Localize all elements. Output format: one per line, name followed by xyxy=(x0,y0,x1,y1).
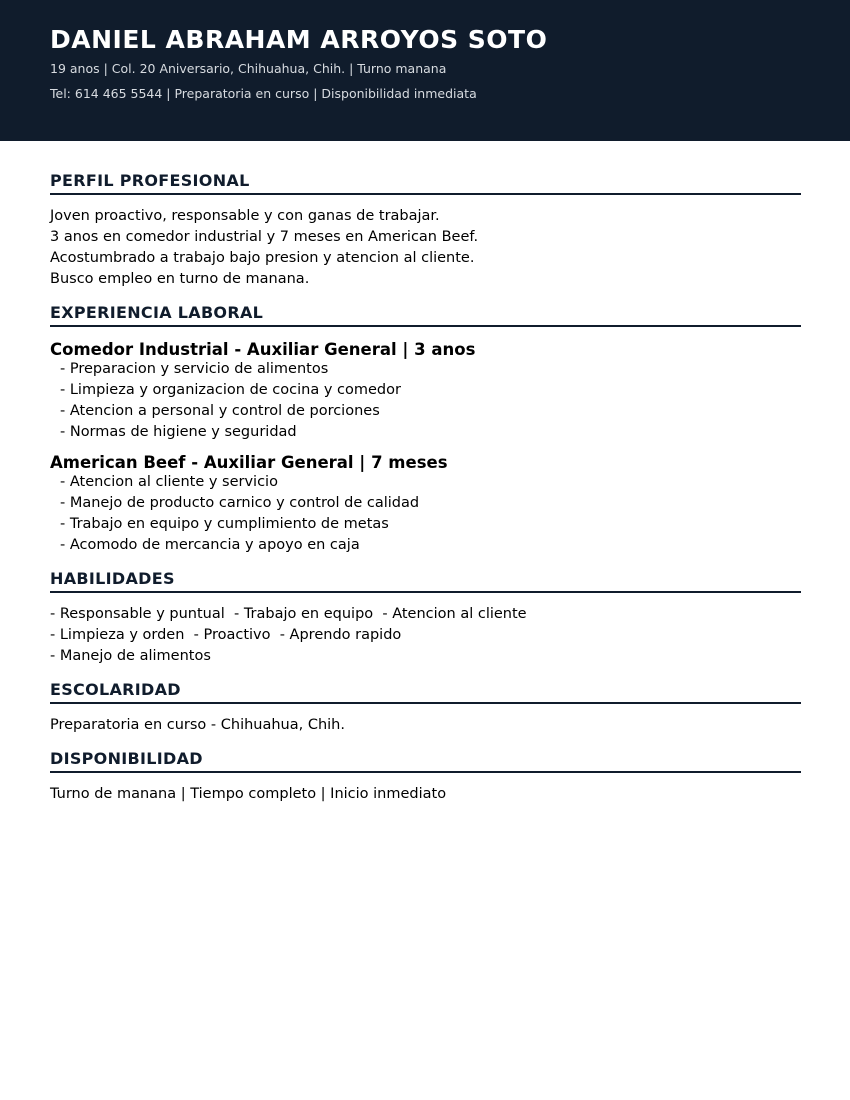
section-title-habilidades: HABILIDADES xyxy=(50,569,175,588)
list-item: - Normas de higiene y seguridad xyxy=(60,424,297,440)
perfil-text xyxy=(50,206,478,290)
candidate-name: DANIEL ABRAHAM ARROYOS SOTO xyxy=(50,25,548,54)
habilidades-line: - Limpieza y orden - Proactivo - Aprendo rapido xyxy=(50,627,402,643)
escolaridad-text: Preparatoria en curso - Chihuahua, Chih. xyxy=(50,717,345,733)
habilidades-line: - Manejo de alimentos xyxy=(50,648,211,664)
section-divider xyxy=(50,702,801,704)
list-item: - Atencion a personal y control de porciones xyxy=(60,403,380,419)
section-divider xyxy=(50,591,801,593)
header-info-line-1: 19 anos | Col. 20 Aniversario, Chihuahua, Chih. | Turno manana xyxy=(50,61,447,76)
section-divider xyxy=(50,325,801,327)
section-title-disponibilidad: DISPONIBILIDAD xyxy=(50,749,203,768)
job-title-comedor: Comedor Industrial - Auxiliar General | 3 anos xyxy=(50,340,476,359)
habilidades-line: - Responsable y puntual - Trabajo en equipo - Atencion al cliente xyxy=(50,606,527,622)
section-title-experiencia: EXPERIENCIA LABORAL xyxy=(50,303,264,322)
list-item: - Trabajo en equipo y cumplimiento de metas xyxy=(60,516,389,532)
list-item: - Manejo de producto carnico y control de calidad xyxy=(60,495,420,511)
list-item: - Preparacion y servicio de alimentos xyxy=(60,361,329,377)
job-duties-comedor xyxy=(60,359,401,443)
section-title-perfil: PERFIL PROFESIONAL xyxy=(50,171,250,190)
perfil-line: Joven proactivo, responsable y con ganas de trabajar. xyxy=(50,208,440,224)
section-divider xyxy=(50,771,801,773)
list-item: - Acomodo de mercancia y apoyo en caja xyxy=(60,537,360,553)
perfil-line: 3 anos en comedor industrial y 7 meses en American Beef. xyxy=(50,229,479,245)
habilidades-text xyxy=(50,604,527,667)
resume-header xyxy=(0,0,850,141)
section-divider xyxy=(50,193,801,195)
perfil-line: Busco empleo en turno de manana. xyxy=(50,271,310,287)
job-duties-american-beef xyxy=(60,472,419,556)
disponibilidad-text: Turno de manana | Tiempo completo | Inicio inmediato xyxy=(50,786,447,802)
header-info-line-2: Tel: 614 465 5544 | Preparatoria en curso | Disponibilidad inmediata xyxy=(50,86,477,101)
job-title-american-beef: American Beef - Auxiliar General | 7 meses xyxy=(50,453,448,472)
perfil-line: Acostumbrado a trabajo bajo presion y atencion al cliente. xyxy=(50,250,475,266)
list-item: - Atencion al cliente y servicio xyxy=(60,474,278,490)
section-title-escolaridad: ESCOLARIDAD xyxy=(50,680,181,699)
list-item: - Limpieza y organizacion de cocina y comedor xyxy=(60,382,401,398)
